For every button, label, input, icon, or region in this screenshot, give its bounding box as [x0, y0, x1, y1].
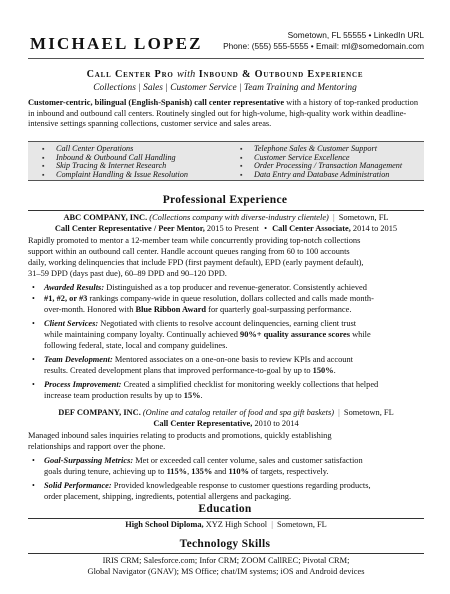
job1-description: (Collections company with diverse-industry clientele)	[149, 213, 329, 222]
job1-bullet-awards: • Awarded Results: Distinguished as a top producer and revenue-generator. Consistently achieved	[44, 283, 424, 294]
job2-role: Call Center Representative,	[153, 419, 253, 428]
section-divider	[28, 210, 424, 211]
core-skills-box	[28, 141, 424, 181]
job2-company: DEF COMPANY, INC.	[58, 408, 141, 417]
education-school: XYZ High School	[203, 520, 268, 529]
education-location: Sometown, FL	[277, 520, 327, 529]
skill-item: ▪ Customer Service Excellence	[240, 154, 430, 163]
technology-line: Global Navigator (GNAV); MS Office; chat/IM systems; iOS and Android devices	[87, 567, 365, 576]
education-degree: High School Diploma,	[125, 520, 204, 529]
headline-part2: Inbound & Outbound Experience	[198, 69, 364, 80]
section-divider	[28, 553, 424, 554]
section-divider	[28, 518, 424, 519]
skill-item: ▪ Inbound & Outbound Call Handling	[42, 154, 232, 163]
skill-item: ▪ Complaint Handling & Issue Resolution	[42, 171, 232, 180]
summary-bold: Customer-centric, bilingual (English-Spanish) call center representative	[28, 98, 285, 107]
job1-bullet-client-cont: while maintaining company loyalty. Continually achieved 90%+ quality assurance scores while	[44, 330, 371, 339]
job1-bullet-awards-cont: • #1, #2, or #3 rankings company-wide in queue resolution, dollars collected and calls made month-	[44, 294, 424, 305]
job2-bullet-metrics-cont: goals during tenure, achieving up to 115%, 135% and 110% of targets, respectively.	[44, 467, 329, 476]
job1-role2: Call Center Associate,	[272, 224, 351, 233]
job1-role1: Call Center Representative / Peer Mentor,	[54, 224, 205, 233]
job1-bullet-team-cont: results. Created development plans that improved performance-to-goal by up to 150%.	[44, 366, 336, 375]
job1-company: ABC COMPANY, INC.	[63, 213, 148, 222]
skill-item: ▪ Telephone Sales & Customer Support	[240, 145, 430, 154]
job1-para-line: support within an outbound call center. Handle account queues ranging from 60 to 100 accounts	[28, 247, 350, 256]
job1-company-line: ABC COMPANY, INC. (Collections company with diverse-industry clientele) | Sometown, FL	[63, 213, 389, 222]
job1-bullet-client: • Client Services: Negotiated with clients to resolve account delinquencies, earning client trust	[44, 319, 424, 330]
job2-bullet-performance-cont: order placement, shipping, ingredients, potential allergens and packaging.	[44, 492, 292, 501]
headline-with: with	[177, 69, 196, 80]
job1-para-line: Rapidly promoted to mentor a 12-member team while concurrently providing top-notch collections	[28, 236, 361, 245]
job1-location: Sometown, FL	[338, 213, 389, 222]
job2-dates: 2010 to 2014	[252, 419, 299, 428]
skills-column-left	[42, 145, 232, 179]
job1-bullet-awards-cont: over-month. Honored with Blue Ribbon Award for quarterly goal-surpassing performance.	[44, 305, 352, 314]
summary-paragraph	[28, 98, 424, 130]
job1-bullet-process: • Process Improvement: Created a simplified checklist for monitoring weekly collections that helped	[44, 380, 424, 391]
location-line: Sometown, FL 55555 • LinkedIn URL	[287, 30, 424, 40]
education-line: High School Diploma, XYZ High School | Sometown, FL	[125, 520, 327, 529]
job1-roles-line: Call Center Representative / Peer Mentor, 2015 to Present • Call Center Associate, 2014 to 2015	[54, 224, 398, 233]
skill-item: ▪ Skip Tracing & Internet Research	[42, 162, 232, 171]
job1-para-line: 31–59 DPD (days past due), 60–89 DPD and 90–120 DPD.	[28, 269, 227, 278]
job1-bullet-client-cont: following federal, state, local and company guidelines.	[44, 341, 228, 350]
job2-bullet-metrics: • Goal-Surpassing Metrics: Met or exceeded call center volume, sales and customer satisfaction	[44, 456, 424, 467]
skill-item: ▪ Call Center Operations	[42, 145, 232, 154]
skill-item: ▪ Order Processing / Transaction Management	[240, 162, 430, 171]
job2-location: Sometown, FL	[343, 408, 394, 417]
header-divider	[28, 58, 424, 59]
section-title-education: Education	[198, 503, 252, 515]
skill-item: ▪ Data Entry and Database Administration	[240, 171, 430, 180]
contact-block	[223, 30, 424, 52]
section-title-technology: Technology Skills	[179, 538, 271, 550]
job2-bullet-performance: • Solid Performance: Provided knowledgeable response to customer questions regarding products,	[44, 481, 424, 492]
job1-bullet-process-cont: increase team production results by up to 15%.	[44, 391, 203, 400]
job2-para-line: relationships and rapport over the phone.	[28, 442, 166, 451]
subheadline: Collections | Sales | Customer Service | Team Training and Mentoring	[93, 83, 357, 93]
headline	[0, 69, 450, 81]
summary-rest: with a history of top-ranked production in inbound and outbound call centers. Routinely singled out for high-volume, high-quality work within deadline-intensive settings spanning collections, customer service and sales areas.	[28, 98, 419, 129]
section-title-experience: Professional Experience	[162, 194, 288, 206]
candidate-name: MICHAEL LOPEZ	[30, 34, 203, 53]
contact-line: Phone: (555) 555-5555 • Email: ml@somedomain.com	[223, 41, 424, 51]
job2-para-line: Managed inbound sales inquiries relating to products and promotions, quickly establishing	[28, 431, 332, 440]
job1-bullet-team: • Team Development: Mentored associates on a one-on-one basis to review KPIs and account	[44, 355, 424, 366]
job2-description: (Online and catalog retailer of food and spa gift baskets)	[142, 408, 335, 417]
skills-column-right	[240, 145, 430, 179]
job2-company-line: DEF COMPANY, INC. (Online and catalog retailer of food and spa gift baskets) | Sometown, FL	[58, 408, 394, 417]
headline-part1: Call Center Pro	[86, 69, 174, 80]
technology-line: IRIS CRM; Salesforce.com; Infor CRM; ZOOM CallREC; Pivotal CRM;	[102, 556, 350, 565]
job1-dates1: 2015 to Present	[204, 224, 259, 233]
job1-para-line: daily, working delinquencies that include FPD (first payment default), EPD (early payment default),	[28, 258, 364, 267]
job2-role-line	[28, 419, 424, 430]
job1-dates2: 2014 to 2015	[350, 224, 398, 233]
